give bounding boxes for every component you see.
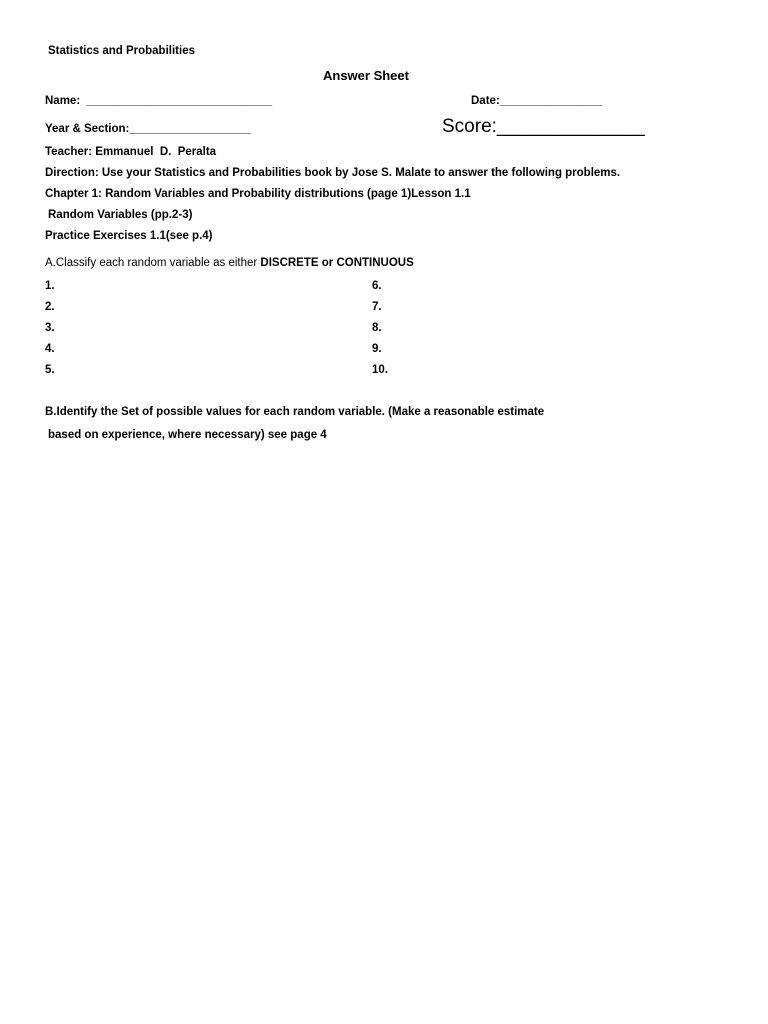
answer-item: 4. — [45, 343, 55, 355]
answer-item: 7. — [372, 301, 382, 313]
part-b-instruction: B.Identify the Set of possible values for each random variable. (Make a reasonable estimate — [45, 406, 545, 418]
part-a-instruction — [45, 256, 414, 270]
year-section-field: Year & Section:___________________ — [45, 123, 251, 135]
answer-item: 2. — [45, 301, 55, 313]
score-field: Score:______________ — [442, 116, 645, 137]
answer-item: 10. — [372, 364, 388, 376]
name-field: Name: _____________________________ — [45, 95, 273, 107]
chapter-text: Chapter 1: Random Variables and Probability distributions (page 1)Lesson 1.1 — [45, 188, 471, 200]
practice-heading: Practice Exercises 1.1(see p.4) — [45, 230, 213, 242]
part-a-emphasis: DISCRETE or CONTINUOUS — [260, 257, 414, 269]
answer-item: 1. — [45, 280, 55, 292]
answer-item: 8. — [372, 322, 382, 334]
date-field: Date:________________ — [471, 95, 603, 107]
answer-item: 9. — [372, 343, 382, 355]
answer-item: 6. — [372, 280, 382, 292]
lesson-text: Random Variables (pp.2-3) — [48, 209, 193, 221]
part-a-prefix: A.Classify each random variable as either — [45, 257, 261, 269]
page-title: Answer Sheet — [323, 68, 409, 83]
teacher-label: Teacher: Emmanuel D. Peralta — [45, 146, 217, 158]
subject-label: Statistics and Probabilities — [48, 45, 195, 57]
answer-item: 3. — [45, 322, 55, 334]
direction-text: Direction: Use your Statistics and Probabilities book by Jose S. Malate to answer the following problems. — [45, 167, 621, 179]
part-b-instruction-cont: based on experience, where necessary) see page 4 — [48, 429, 327, 441]
answer-item: 5. — [45, 364, 55, 376]
